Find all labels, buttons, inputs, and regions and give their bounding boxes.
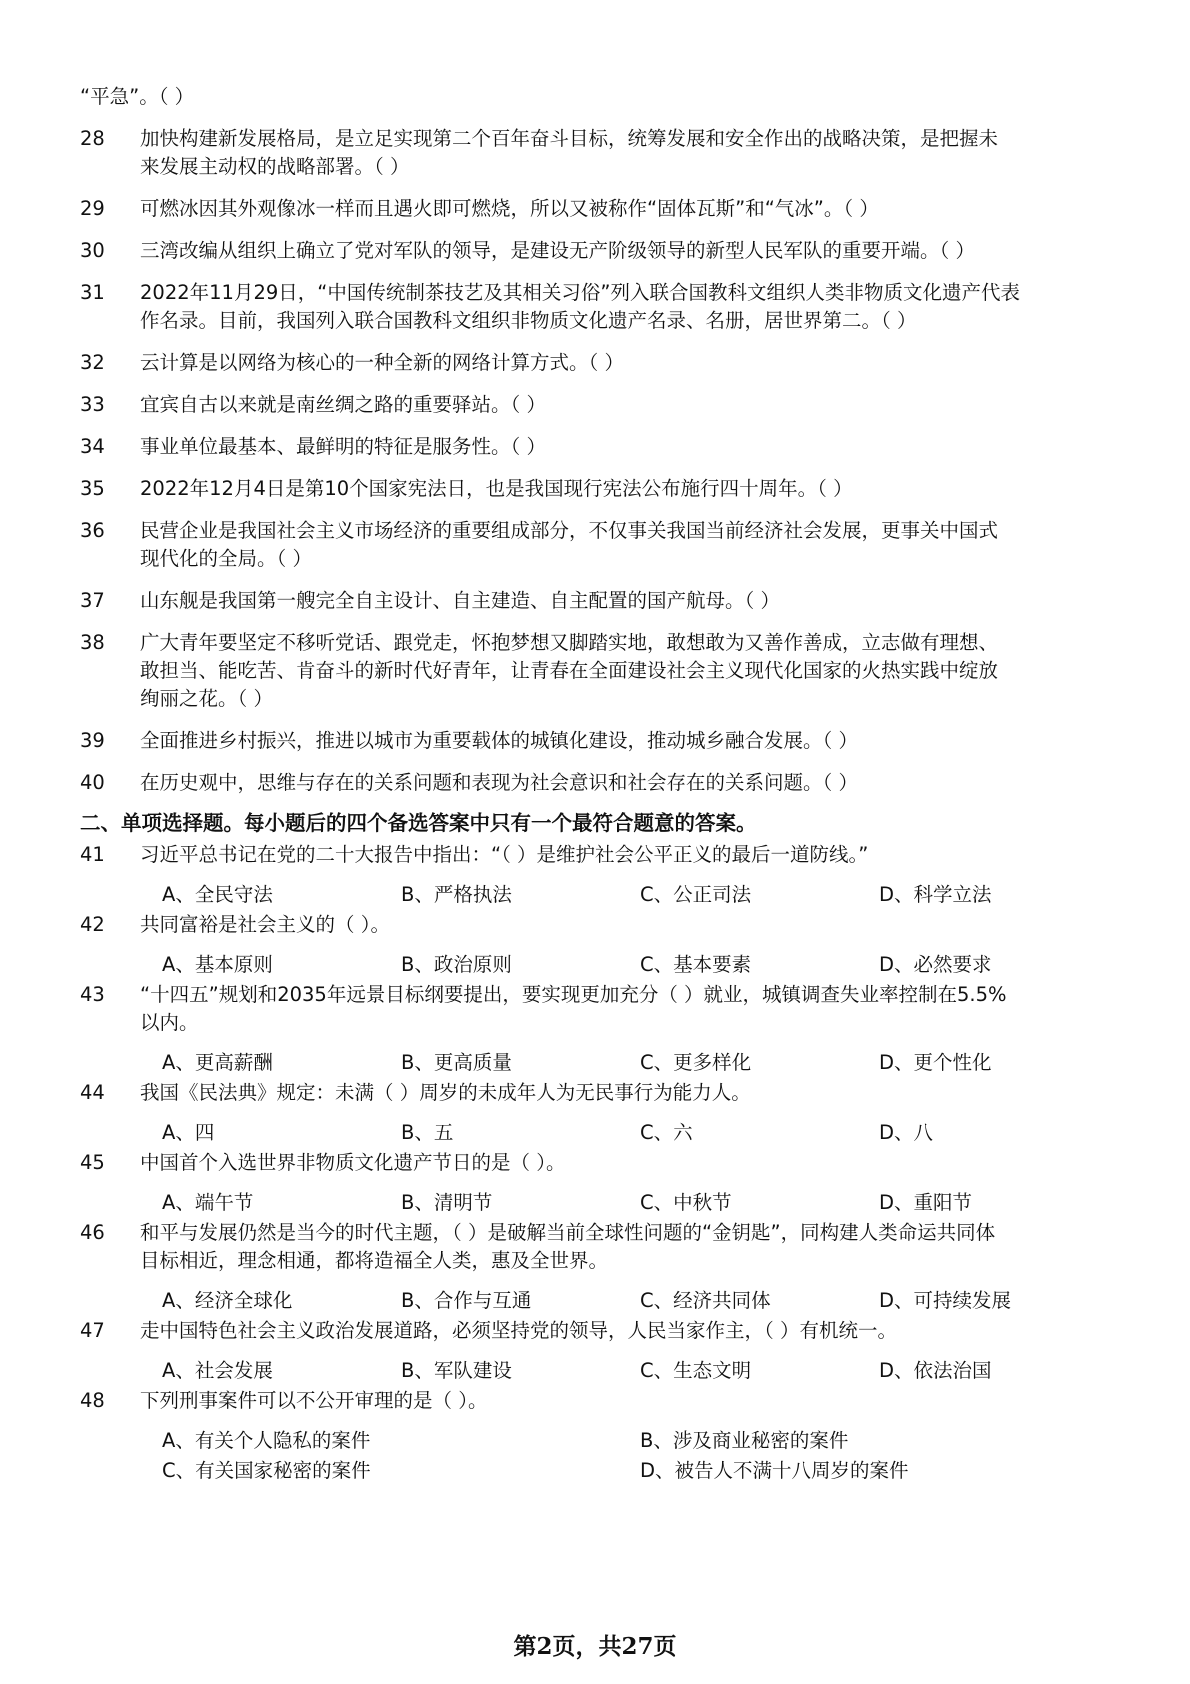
option-a: A、四 — [162, 1121, 215, 1144]
question-number: 32 — [80, 351, 105, 374]
question-number: 41 — [80, 843, 105, 866]
option-d: D、依法治国 — [879, 1359, 992, 1382]
option-a: A、基本原则 — [162, 953, 273, 976]
option-c: C、中秋节 — [640, 1191, 732, 1214]
question-text: 加快构建新发展格局，是立足实现第二个百年奋斗目标，统筹发展和安全作出的战略决策，是把握未 — [140, 127, 999, 150]
question-text: 宜宾自古以来就是南丝绸之路的重要驿站。（ ） — [140, 393, 546, 416]
option-d: D、必然要求 — [879, 953, 992, 976]
question-number: 40 — [80, 771, 105, 794]
question-number: 36 — [80, 519, 105, 542]
question-text: 以内。 — [140, 1011, 199, 1034]
option-a: A、经济全球化 — [162, 1289, 293, 1312]
question-text: 2022年11月29日，“中国传统制茶技艺及其相关习俗”列入联合国教科文组织人类非物质文化遗产代表 — [140, 281, 1020, 304]
question-text: 走中国特色社会主义政治发展道路，必须坚持党的领导，人民当家作主，（ ）有机统一。 — [140, 1319, 897, 1342]
option-a: A、社会发展 — [162, 1359, 273, 1382]
question-text: 和平与发展仍然是当今的时代主题，（ ）是破解当前全球性问题的“金钥匙”，同构建人类命运共同体 — [140, 1221, 996, 1244]
question-number: 29 — [80, 197, 105, 220]
option-c: C、生态文明 — [640, 1359, 752, 1382]
option-d: D、八 — [879, 1121, 934, 1144]
question-text: 在历史观中，思维与存在的关系问题和表现为社会意识和社会存在的关系问题。（ ） — [140, 771, 858, 794]
question-number: 37 — [80, 589, 105, 612]
option-d: D、被告人不满十八周岁的案件 — [640, 1459, 909, 1482]
carryover-text: “平急”。（ ） — [80, 85, 195, 108]
option-c: C、六 — [640, 1121, 693, 1144]
question-text: 全面推进乡村振兴，推进以城市为重要载体的城镇化建设，推动城乡融合发展。（ ） — [140, 729, 858, 752]
question-number: 45 — [80, 1151, 105, 1174]
question-number: 39 — [80, 729, 105, 752]
question-number: 34 — [80, 435, 105, 458]
option-c: C、更多样化 — [640, 1051, 752, 1074]
option-a: A、更高薪酬 — [162, 1051, 273, 1074]
option-b: B、严格执法 — [401, 883, 512, 906]
question-text: 敢担当、能吃苦、肯奋斗的新时代好青年，让青春在全面建设社会主义现代化国家的火热实践中绽放 — [140, 659, 999, 682]
option-c: C、经济共同体 — [640, 1289, 771, 1312]
question-number: 38 — [80, 631, 105, 654]
option-b: B、五 — [401, 1121, 454, 1144]
option-a: A、有关个人隐私的案件 — [162, 1429, 371, 1452]
option-c: C、基本要素 — [640, 953, 752, 976]
question-text: 山东舰是我国第一艘完全自主设计、自主建造、自主配置的国产航母。（ ） — [140, 589, 780, 612]
option-d: D、可持续发展 — [879, 1289, 1012, 1312]
section-title: 二、单项选择题。每小题后的四个备选答案中只有一个最符合题意的答案。 — [80, 811, 757, 835]
question-text: 绚丽之花。（ ） — [140, 687, 273, 710]
question-text: 作名录。目前，我国列入联合国教科文组织非物质文化遗产名录、名册，居世界第二。（ ） — [140, 309, 917, 332]
question-text: 我国《民法典》规定：未满（ ）周岁的未成年人为无民事行为能力人。 — [140, 1081, 751, 1104]
option-b: B、更高质量 — [401, 1051, 512, 1074]
question-text: 三湾改编从组织上确立了党对军队的领导，是建设无产阶级领导的新型人民军队的重要开端。（ ） — [140, 239, 975, 262]
question-text: 广大青年要坚定不移听党话、跟党走，怀抱梦想又脚踏实地，敢想敢为又善作善成，立志做有理想、 — [140, 631, 999, 654]
question-text: 来发展主动权的战略部署。（ ） — [140, 155, 410, 178]
question-number: 30 — [80, 239, 105, 262]
option-a: A、全民守法 — [162, 883, 273, 906]
option-b: B、军队建设 — [401, 1359, 512, 1382]
question-text: 可燃冰因其外观像冰一样而且遇火即可燃烧，所以又被称作“固体瓦斯”和“气冰”。（ ） — [140, 197, 879, 220]
question-text: 习近平总书记在党的二十大报告中指出：“（ ）是维护社会公平正义的最后一道防线。” — [140, 843, 869, 866]
option-b: B、清明节 — [401, 1191, 493, 1214]
question-text: 共同富裕是社会主义的（ ）。 — [140, 913, 390, 936]
question-text: 目标相近，理念相通，都将造福全人类，惠及全世界。 — [140, 1249, 609, 1272]
question-number: 31 — [80, 281, 105, 304]
option-d: D、科学立法 — [879, 883, 992, 906]
question-text: 现代化的全局。（ ） — [140, 547, 312, 570]
question-number: 35 — [80, 477, 105, 500]
option-b: B、合作与互通 — [401, 1289, 532, 1312]
question-text: 下列刑事案件可以不公开审理的是（ ）。 — [140, 1389, 488, 1412]
question-number: 42 — [80, 913, 105, 936]
option-d: D、更个性化 — [879, 1051, 992, 1074]
question-text: “十四五”规划和2035年远景目标纲要提出，要实现更加充分（ ）就业，城镇调查失业率控制在5.5% — [140, 983, 1007, 1006]
question-number: 46 — [80, 1221, 105, 1244]
page-footer: 第2页，共27页 — [513, 1633, 677, 1660]
option-c: C、公正司法 — [640, 883, 752, 906]
option-c: C、有关国家秘密的案件 — [162, 1459, 371, 1482]
option-b: B、政治原则 — [401, 953, 512, 976]
question-number: 43 — [80, 983, 105, 1006]
question-number: 47 — [80, 1319, 105, 1342]
question-number: 48 — [80, 1389, 105, 1412]
option-b: B、涉及商业秘密的案件 — [640, 1429, 849, 1452]
question-text: 2022年12月4日是第10个国家宪法日，也是我国现行宪法公布施行四十周年。（ ） — [140, 477, 853, 500]
question-text: 事业单位最基本、最鲜明的特征是服务性。（ ） — [140, 435, 546, 458]
question-text: 云计算是以网络为核心的一种全新的网络计算方式。（ ） — [140, 351, 624, 374]
question-number: 33 — [80, 393, 105, 416]
question-text: 中国首个入选世界非物质文化遗产节日的是（ ）。 — [140, 1151, 566, 1174]
question-number: 44 — [80, 1081, 105, 1104]
question-text: 民营企业是我国社会主义市场经济的重要组成部分，不仅事关我国当前经济社会发展，更事关中国式 — [140, 519, 999, 542]
option-a: A、端午节 — [162, 1191, 254, 1214]
question-number: 28 — [80, 127, 105, 150]
option-d: D、重阳节 — [879, 1191, 973, 1214]
